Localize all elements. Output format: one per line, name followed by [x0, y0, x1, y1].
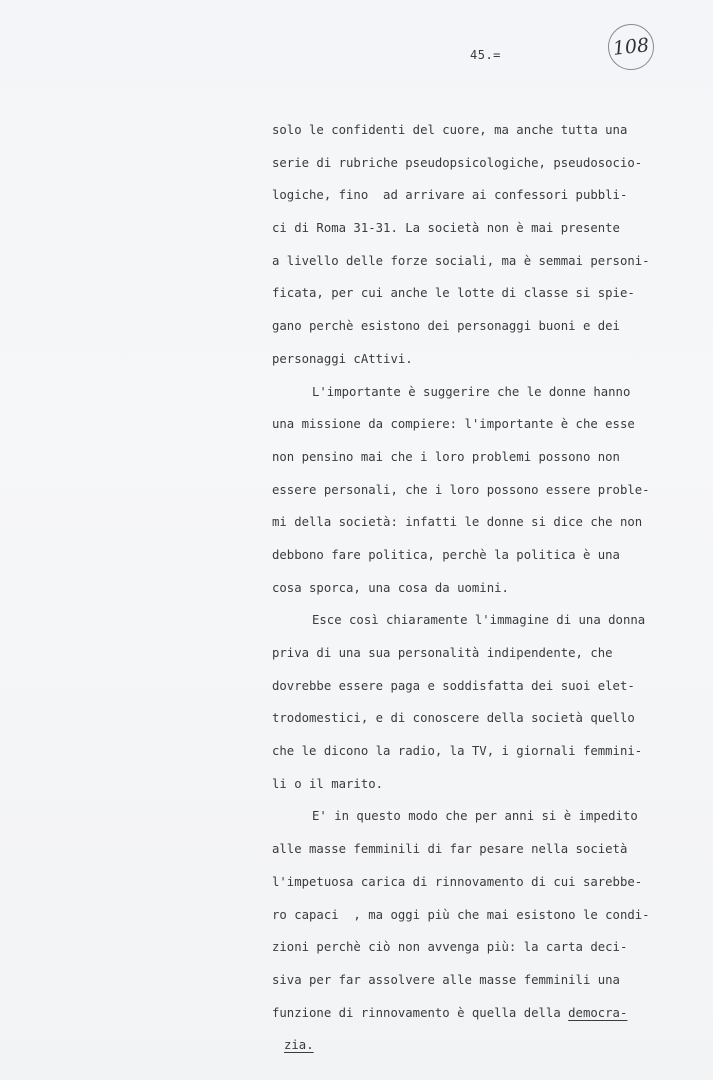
text-line: dovrebbe essere paga e soddisfatta dei suoi elet-	[272, 678, 635, 693]
text-line: ro capaci , ma oggi più che mai esistono le condi-	[272, 907, 650, 922]
underlined-word-end: zia.	[284, 1038, 314, 1053]
text-line: che le dicono la radio, la TV, i giornali femmini-	[272, 744, 643, 759]
page-number: 45.=	[470, 48, 501, 62]
text-line-head: funzione di rinnovamento è quella della	[272, 1005, 569, 1020]
underlined-word-start: democra-	[568, 1005, 628, 1020]
text-line: priva di una sua personalità indipendente, che	[272, 646, 613, 660]
text-line: a livello delle forze sociali, ma è semmai personi-	[272, 253, 650, 268]
text-line: gano perchè esistono dei personaggi buoni e dei	[272, 319, 620, 334]
text-line: personaggi cAttivi.	[272, 351, 413, 366]
text-line: ficata, per cui anche le lotte di classe si spie-	[272, 286, 635, 301]
text-line: una missione da compiere: l'importante è che esse	[272, 417, 635, 432]
text-line: cosa sporca, una cosa da uomini.	[272, 580, 509, 595]
text-line: zioni perchè ciò non avvenga più: la carta deci-	[272, 940, 628, 955]
text-line: solo le confidenti del cuore, ma anche tutta una	[272, 123, 628, 137]
text-line: essere personali, che i loro possono essere proble-	[272, 482, 650, 497]
text-line: serie di rubriche pseudopsicologiche, pseudosocio-	[272, 155, 643, 170]
paragraph-start-line: E' in questo modo che per anni si è impedito	[312, 809, 638, 824]
text-line: logiche, fino ad arrivare ai confessori pubbli-	[272, 188, 628, 203]
paragraph-start-line: L'importante è suggerire che le donne hanno	[312, 384, 631, 399]
archive-stamp: 108	[606, 22, 657, 73]
text-line: siva per far assolvere alle masse femminili una	[272, 972, 620, 987]
body-text	[272, 118, 702, 1066]
paragraph-start-line: Esce così chiaramente l'immagine di una donna	[312, 613, 646, 628]
text-line: mi della società: infatti le donne si dice che non	[272, 515, 643, 530]
text-line: li o il marito.	[272, 776, 384, 791]
text-line: ci di Roma 31-31. La società non è mai presente	[272, 221, 620, 236]
text-line: non pensino mai che i loro problemi possono non	[272, 449, 620, 464]
text-line	[272, 1033, 702, 1066]
text-line	[272, 1001, 702, 1034]
text-line: debbono fare politica, perchè la politica è una	[272, 547, 620, 562]
text-line: alle masse femminili di far pesare nella società	[272, 842, 628, 857]
text-line: l'impetuosa carica di rinnovamento di cui sarebbe-	[272, 874, 643, 889]
text-line: trodomestici, e di conoscere della società quello	[272, 711, 635, 726]
